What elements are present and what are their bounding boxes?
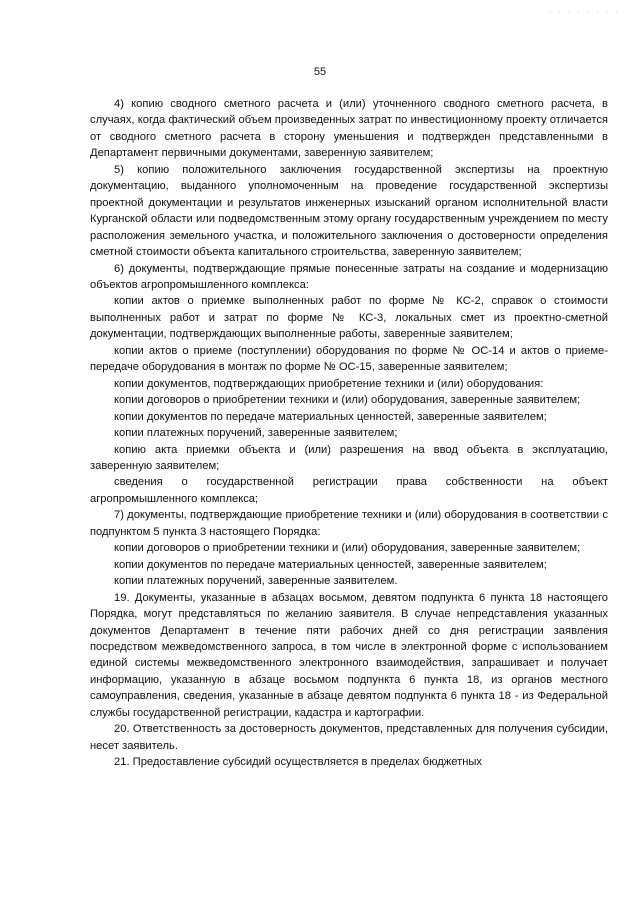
paragraph: копии договоров о приобретении техники и (или) оборудования, заверенные заявителем; (114, 542, 581, 555)
paragraph: копию акта приемки объекта и (или) разрешения на ввод объекта в эксплуатацию, заверенную заявителем; (90, 443, 608, 472)
paragraph: копии актов о приемке выполненных работ по форме № КС-2, справок о стоимости выполненных работ и затрат по форме № КС-3, локальных смет из проектно-сметной документации, подтверждающих выполненные работы, заверенные заявителем; (90, 295, 608, 341)
paragraph: сведения о государственной регистрации права собственности на объект агропромышленного комплекса; (90, 476, 608, 505)
paragraph: копии платежных поручений, заверенные заявителем; (114, 427, 398, 440)
paragraph: копии документов, подтверждающих приобретение техники и (или) оборудования: (114, 377, 544, 390)
paragraph: 20. Ответственность за достоверность документов, представленных для получения субсидии, несет заявитель. (90, 723, 608, 752)
document-body (90, 96, 608, 771)
paragraph: 19. Документы, указанные в абзацах восьмом, девятом подпункта 6 пункта 18 настоящего Порядка, могут представляться по желанию заявителя. В случае непредставления указанных документов Департамент в течение пяти рабочих дней со дня регистрации заявления посредством межведомственного запроса, в том числе в электронной форме с использованием единой системы межведомственного электронного взаимодействия, запрашивает и получает информацию, указанную в абзаце восьмом подпункта 6 пункта 18, из органов местного самоуправления, сведения, указанные в абзаце девятом подпункта 6 пункта 18 - из Федеральной службы государственной регистрации, кадастра и картографии. (90, 591, 608, 719)
paragraph: копии актов о приеме (поступлении) оборудования по форме № ОС-14 и актов о приеме-передаче оборудования в монтаж по форме № ОС-15, заверенные заявителем; (90, 344, 608, 374)
paragraph: копии документов по передаче материальных ценностей, заверенные заявителем; (114, 558, 547, 571)
paragraph: копии договоров о приобретении техники и (или) оборудования, заверенные заявителем; (114, 394, 581, 407)
paragraph: 4) копию сводного сметного расчета и (или) уточненного сводного сметного расчета, в случаях, когда фактический объем произведенных затрат по инвестиционному проекту отличается от сводного сметного расчета в сторону уменьшения и подтвержден представленными в Департамент первичными документами, заверенную заявителем; (90, 98, 608, 160)
paragraph: копии документов по передаче материальных ценностей, заверенные заявителем; (114, 410, 547, 423)
paragraph: 21. Предоставление субсидий осуществляется в пределах бюджетных (114, 756, 483, 769)
paragraph: копии платежных поручений, заверенные заявителем. (114, 575, 398, 588)
paragraph: 5) копию положительного заключения государственной экспертизы на проектную документацию, выданного уполномоченным на проведение государственной экспертизы проектной документации и результатов инженерных изысканий органом исполнительной власти Курганской области или подведомственным этому органу государственным учреждением по месту расположения земельного участка, и положительного заключения о достоверности определения сметной стоимости объекта капитального строительства, заверенную заявителем; (90, 163, 608, 259)
paragraph: 6) документы, подтверждающие прямые понесенные затраты на создание и модернизацию объектов агропромышленного комплекса: (90, 262, 608, 291)
scan-artifact-mark: · · · · · · · · (548, 6, 620, 16)
paragraph: 7) документы, подтверждающие приобретение техники и (или) оборудования в соответствии с подпунктом 5 пункта 3 настоящего Порядка: (90, 509, 608, 538)
page-number: 55 (313, 66, 327, 78)
